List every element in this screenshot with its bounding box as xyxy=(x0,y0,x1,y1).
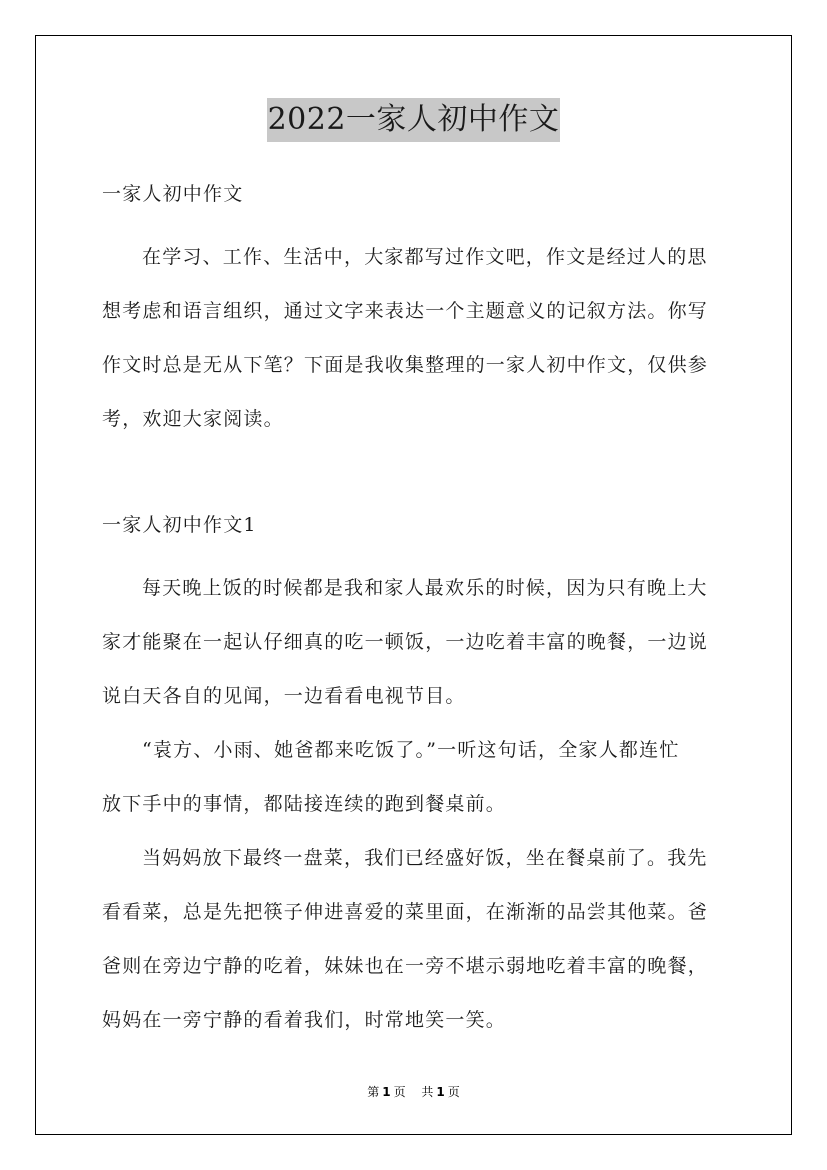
paragraph-line: 爸则在旁边宁静的吃着，妹妹也在一旁不堪示弱地吃着丰富的晚餐， xyxy=(102,955,709,977)
intro-heading: 一家人初中作文 xyxy=(102,183,244,205)
paragraph-line: 妈妈在一旁宁静的看着我们，时常地笑一笑。 xyxy=(102,1009,507,1031)
total-suffix: 页 xyxy=(447,1085,460,1099)
paragraph-1 xyxy=(102,561,728,723)
intro-line: 考，欢迎大家阅读。 xyxy=(102,408,284,430)
paragraph-line: 说白天各自的见闻，一边看看电视节目。 xyxy=(102,685,466,707)
paragraph-line: “袁方、小雨、她爸都来吃饭了。”一听这句话，全家人都连忙 xyxy=(142,739,680,761)
document-body xyxy=(102,175,728,1047)
paragraph-line: 放下手中的事情，都陆接连续的跑到餐桌前。 xyxy=(102,793,507,815)
total-prefix: 共 xyxy=(421,1085,434,1099)
intro-line: 想考虑和语言组织，通过文字来表达一个主题意义的记叙方法。你写 xyxy=(102,300,709,322)
paragraph-line: 当妈妈放下最终一盘菜，我们已经盛好饭，坐在餐桌前了。我先 xyxy=(142,847,708,869)
section-heading: 一家人初中作文1 xyxy=(102,514,257,536)
paragraph-line: 看看菜，总是先把筷子伸进喜爱的菜里面，在渐渐的品尝其他菜。爸 xyxy=(102,901,709,923)
intro-paragraph xyxy=(102,230,728,446)
title-container xyxy=(0,98,827,142)
intro-line: 在学习、工作、生活中，大家都写过作文吧，作文是经过人的思 xyxy=(142,246,708,268)
paragraph-line: 家才能聚在一起认仔细真的吃一顿饭，一边吃着丰富的晚餐，一边说 xyxy=(102,631,709,653)
page-suffix: 页 xyxy=(393,1085,406,1099)
page-prefix: 第 xyxy=(367,1085,380,1099)
page-number xyxy=(364,1085,408,1099)
page-footer xyxy=(0,1083,827,1100)
paragraph-3 xyxy=(102,831,728,1047)
paragraph-2 xyxy=(102,723,728,831)
page-total xyxy=(418,1085,462,1099)
paragraph-line: 每天晚上饭的时候都是我和家人最欢乐的时候，因为只有晚上大 xyxy=(142,577,708,599)
total-num: 1 xyxy=(436,1085,445,1099)
intro-line: 作文时总是无从下笔？下面是我收集整理的一家人初中作文，仅供参 xyxy=(102,354,709,376)
document-title: 2022一家人初中作文 xyxy=(267,98,561,142)
page-num: 1 xyxy=(382,1085,391,1099)
